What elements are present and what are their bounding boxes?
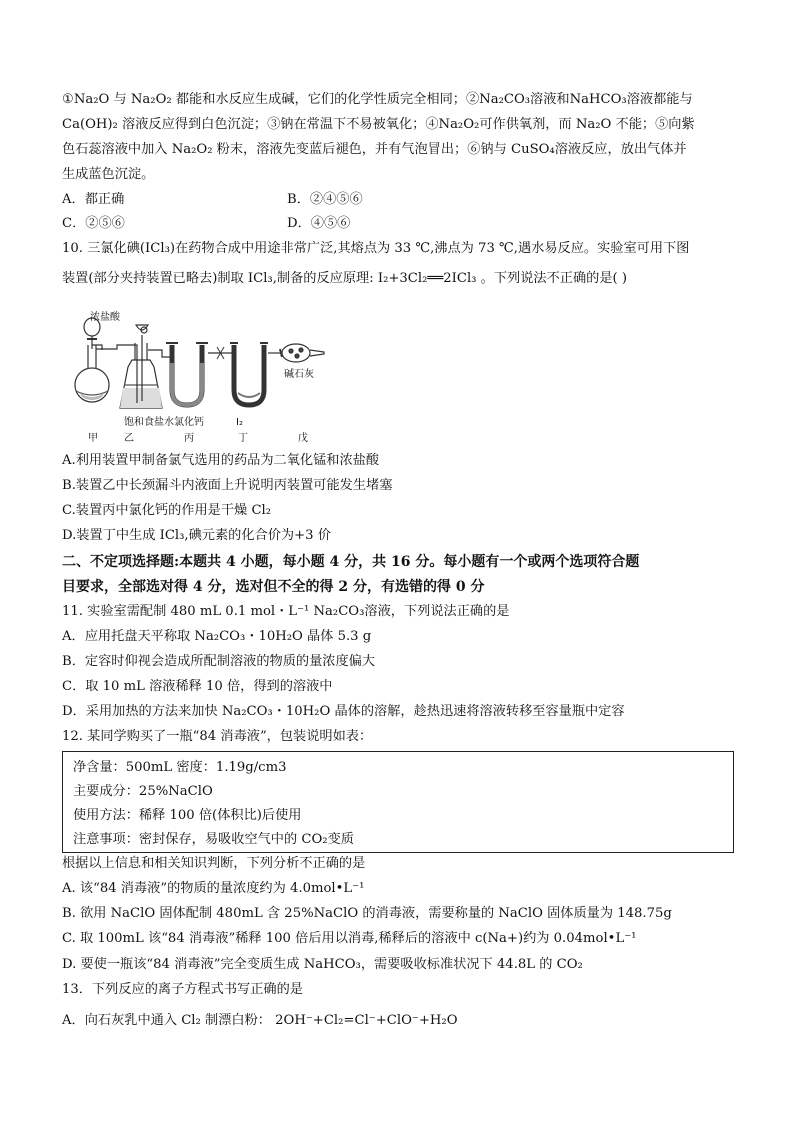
- q9-stem-line-1: ①Na₂O 与 Na₂O₂ 都能和水反应生成碱，它们的化学性质完全相同；②Na₂CO₃溶液和NaHCO₃溶液都能与: [62, 92, 693, 107]
- q10-option-a: A.利用装置甲制备氯气选用的药品为二氧化锰和浓盐酸: [62, 453, 380, 468]
- q11-option-a: A．应用托盘天平称取 Na₂CO₃・10H₂O 晶体 5.3 g: [62, 629, 372, 644]
- q9-option-c: C．②⑤⑥: [62, 216, 125, 231]
- label-ding: 丁: [238, 433, 248, 444]
- q13-stem: 13．下列反应的离子方程式书写正确的是: [62, 982, 303, 997]
- q10-stem-line-1: 10. 三氯化碘(ICl₃)在药物合成中用途非常广泛,其熔点为 33 ℃,沸点为 73 ℃,遇水易反应。实验室可用下图: [62, 241, 690, 256]
- q12-option-a: A. 该“84 消毒液”的物质的量浓度约为 4.0mol•L⁻¹: [62, 881, 365, 896]
- q12-option-c: C. 取 100mL 该“84 消毒液”稀释 100 倍后用以消毒,稀释后的溶液中 c(Na+)约为 0.04mol•L⁻¹: [62, 931, 637, 946]
- box-line-4: 注意事项：密封保存，易吸收空气中的 CO₂变质: [73, 832, 354, 847]
- q12-label-box: [62, 751, 734, 853]
- q10-stem-line-2: 装置(部分夹持装置已略去)制取 ICl₃,制备的反应原理: I₂+3Cl₂══2ICl₃ 。下列说法不正确的是( ): [62, 271, 628, 286]
- label-soda-lime: 碱石灰: [284, 369, 314, 380]
- label-hcl: 浓盐酸: [90, 312, 120, 323]
- q13-option-a: A．向石灰乳中通入 Cl₂ 制漂白粉： 2OH⁻+Cl₂=Cl⁻+ClO⁻+H₂O: [62, 1013, 458, 1028]
- q10-option-b: B.装置乙中长颈漏斗内液面上升说明丙装置可能发生堵塞: [62, 478, 393, 493]
- label-bing: 丙: [184, 433, 194, 444]
- q11-option-c: C．取 10 mL 溶液稀释 10 倍，得到的溶液中: [62, 679, 333, 694]
- label-cacl2: 氯化钙: [174, 417, 204, 428]
- q9-stem-line-2: Ca(OH)₂ 溶液反应得到白色沉淀；③钠在常温下不易被氧化；④Na₂O₂可作供氧剂，而 Na₂O 不能；⑤向紫: [62, 117, 695, 132]
- q12-lead: 根据以上信息和相关知识判断，下列分析不正确的是: [62, 856, 366, 871]
- q11-option-b: B．定容时仰视会造成所配制溶液的物质的量浓度偏大: [62, 654, 376, 669]
- q10-option-d: D.装置丁中生成 ICl₃,碘元素的化合价为+3 价: [62, 528, 331, 543]
- q12-stem: 12. 某同学购买了一瓶“84 消毒液”，包装说明如表：: [62, 729, 373, 744]
- apparatus-diagram: [62, 305, 342, 445]
- q9-option-d: D．④⑤⑥: [287, 216, 351, 231]
- box-line-2: 主要成分：25%NaClO: [73, 784, 213, 799]
- q11-stem: 11. 实验室需配制 480 mL 0.1 mol・L⁻¹ Na₂CO₃溶液，下列说法正确的是: [62, 604, 510, 619]
- box-line-3: 使用方法：稀释 100 倍(体积比)后使用: [73, 808, 302, 823]
- label-brine: 饱和食盐水: [124, 417, 174, 428]
- box-line-1: 净含量：500mL 密度：1.19g/cm3: [73, 760, 287, 775]
- q12-option-b: B. 欲用 NaClO 固体配制 480mL 含 25%NaClO 的消毒液，需要称量的 NaClO 固体质量为 148.75g: [62, 906, 672, 921]
- q10-option-c: C.装置丙中氯化钙的作用是干燥 Cl₂: [62, 503, 272, 518]
- q9-option-a: A．都正确: [62, 192, 125, 207]
- q9-option-b: B．②④⑤⑥: [287, 192, 363, 207]
- section-2-title-line-2: 目要求，全部选对得 4 分，选对但不全的得 2 分，有选错的得 0 分: [62, 579, 485, 595]
- q12-option-d: D. 要使一瓶该“84 消毒液”完全变质生成 NaHCO₃，需要吸收标准状况下 44.8L 的 CO₂: [62, 957, 583, 972]
- label-jia: 甲: [88, 433, 98, 444]
- label-i2: I₂: [236, 417, 243, 428]
- q9-stem-line-4: 生成蓝色沉淀。: [62, 167, 155, 182]
- u-tube-ding: [230, 343, 268, 405]
- u-tube-bing: [166, 343, 208, 405]
- label-wu: 戊: [298, 433, 308, 444]
- q11-option-d: D．采用加热的方法来加快 Na₂CO₃・10H₂O 晶体的溶解，趁热迅速将溶液转移至容量瓶中定容: [62, 704, 625, 719]
- label-yi: 乙: [124, 433, 134, 444]
- drying-tube-wu: [280, 344, 324, 362]
- flask-jia: [75, 318, 109, 402]
- section-2-title-line-1: 二、不定项选择题:本题共 4 小题，每小题 4 分，共 16 分。每小题有一个或两个选项符合题: [62, 554, 640, 570]
- q9-stem-line-3: 色石蕊溶液中加入 Na₂O₂ 粉末，溶液先变蓝后褪色，并有气泡冒出；⑥钠与 CuSO₄溶液反应，放出气体并: [62, 142, 687, 157]
- flask-yi: [120, 325, 162, 408]
